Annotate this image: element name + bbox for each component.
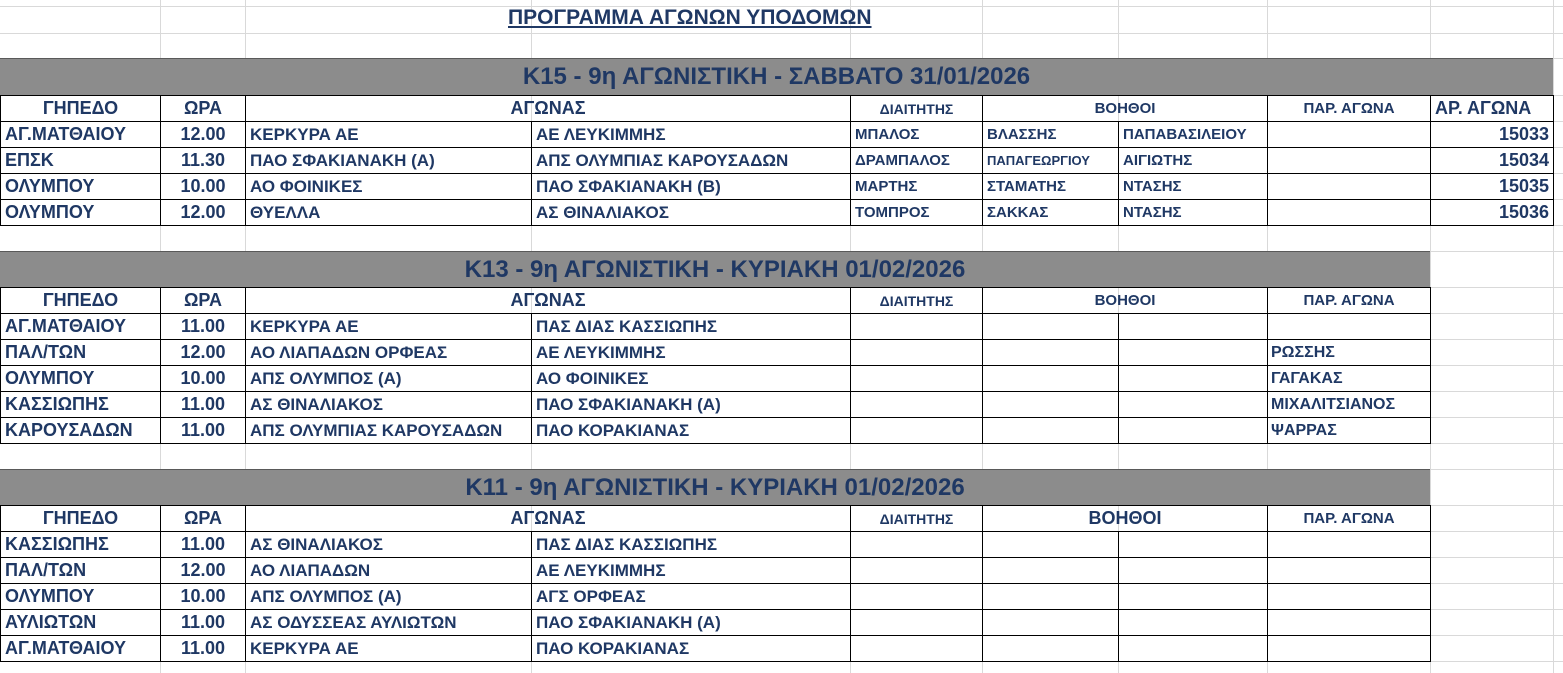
cell-assistant-2[interactable]: ΠΑΠΑΒΑΣΙΛΕΙΟΥ [1118, 121, 1268, 148]
cell-match-number[interactable]: 15036 [1430, 199, 1554, 226]
cell-observer[interactable]: ΜΙΧΑΛΙΤΣΙΑΝΟΣ [1267, 391, 1431, 418]
cell-time[interactable]: 11.00 [160, 531, 246, 558]
header-referee[interactable]: ΔΙΑΙΤΗΤΗΣ [850, 287, 983, 314]
cell-home-team[interactable]: ΑΣ ΘΙΝΑΛΙΑΚΟΣ [245, 531, 532, 558]
cell-assistant-1[interactable] [982, 365, 1119, 392]
cell-away-team[interactable]: ΑΕ ΛΕΥΚΙΜΜΗΣ [531, 121, 851, 148]
cell-home-team[interactable]: ΑΠΣ ΟΛΥΜΠΟΣ (Α) [245, 365, 532, 392]
header-observer[interactable]: ΠΑΡ. ΑΓΩΝΑ [1267, 287, 1431, 314]
header-assistants[interactable]: ΒΟΗΘΟΙ [982, 95, 1268, 122]
cell-assistant-2[interactable] [1118, 365, 1268, 392]
cell-away-team[interactable]: ΠΑΟ ΣΦΑΚΙΑΝΑΚΗ (Α) [531, 391, 851, 418]
cell-time[interactable]: 11.00 [160, 609, 246, 636]
cell-assistant-2[interactable] [1118, 583, 1268, 610]
cell-time[interactable]: 12.00 [160, 339, 246, 366]
cell-time[interactable]: 12.00 [160, 557, 246, 584]
cell-referee[interactable]: ΜΠΑΛΟΣ [850, 121, 983, 148]
header-match[interactable]: ΑΓΩΝΑΣ [245, 505, 851, 532]
cell-referee[interactable] [850, 609, 983, 636]
cell-away-team[interactable]: ΑΕ ΛΕΥΚΙΜΜΗΣ [531, 339, 851, 366]
cell-assistant-2[interactable] [1118, 609, 1268, 636]
cell-venue[interactable]: ΟΛΥΜΠΟΥ [0, 173, 161, 200]
cell-observer[interactable] [1267, 173, 1431, 200]
cell-venue[interactable]: ΑΥΛΙΩΤΩΝ [0, 609, 161, 636]
header-venue[interactable]: ΓΗΠΕΔΟ [0, 95, 161, 122]
cell-assistant-2[interactable] [1118, 339, 1268, 366]
section-heading: K13 - 9η ΑΓΩΝΙΣΤΙΚΗ - ΚΥΡΙΑΚΗ 01/02/2026 [0, 251, 1430, 287]
header-match[interactable]: ΑΓΩΝΑΣ [245, 95, 851, 122]
cell-referee[interactable]: ΔΡΑΜΠΑΛΟΣ [850, 147, 983, 174]
cell-away-team[interactable]: ΑΟ ΦΟΙΝΙΚΕΣ [531, 365, 851, 392]
cell-assistant-2[interactable]: ΝΤΑΣΗΣ [1118, 173, 1268, 200]
cell-time[interactable]: 10.00 [160, 583, 246, 610]
header-observer[interactable]: ΠΑΡ. ΑΓΩΝΑ [1267, 505, 1431, 532]
cell-time[interactable]: 10.00 [160, 173, 246, 200]
cell-venue[interactable]: ΑΓ.ΜΑΤΘΑΙΟΥ [0, 635, 161, 662]
cell-away-team[interactable]: ΑΣ ΘΙΝΑΛΙΑΚΟΣ [531, 199, 851, 226]
cell-assistant-2[interactable] [1118, 417, 1268, 444]
cell-venue[interactable]: ΟΛΥΜΠΟΥ [0, 199, 161, 226]
cell-observer[interactable] [1267, 557, 1431, 584]
cell-observer[interactable] [1267, 121, 1431, 148]
cell-home-team[interactable]: ΑΣ ΟΔΥΣΣΕΑΣ ΑΥΛΙΩΤΩΝ [245, 609, 532, 636]
cell-assistant-2[interactable]: ΑΙΓΙΩΤΗΣ [1118, 147, 1268, 174]
cell-referee[interactable]: ΤΟΜΠΡΟΣ [850, 199, 983, 226]
cell-assistant-2[interactable]: ΝΤΑΣΗΣ [1118, 199, 1268, 226]
cell-venue[interactable]: ΕΠΣΚ [0, 147, 161, 174]
cell-observer[interactable] [1267, 147, 1431, 174]
cell-away-team[interactable]: ΠΑΟ ΚΟΡΑΚΙΑΝΑΣ [531, 635, 851, 662]
cell-away-team[interactable]: ΠΑΣ ΔΙΑΣ ΚΑΣΣΙΩΠΗΣ [531, 313, 851, 340]
cell-assistant-1[interactable] [982, 635, 1119, 662]
cell-venue[interactable]: ΠΑΛ/ΤΩΝ [0, 557, 161, 584]
cell-observer[interactable] [1267, 635, 1431, 662]
cell-time[interactable]: 12.00 [160, 199, 246, 226]
header-time[interactable]: ΩΡΑ [160, 95, 246, 122]
cell-observer[interactable] [1267, 313, 1431, 340]
cell-assistant-2[interactable] [1118, 557, 1268, 584]
cell-home-team[interactable]: ΚΕΡΚΥΡΑ ΑΕ [245, 635, 532, 662]
cell-time[interactable]: 10.00 [160, 365, 246, 392]
cell-away-team[interactable]: ΠΑΟ ΣΦΑΚΙΑΝΑΚΗ (Α) [531, 609, 851, 636]
cell-assistant-1[interactable] [982, 313, 1119, 340]
cell-observer[interactable]: ΡΩΣΣΗΣ [1267, 339, 1431, 366]
cell-away-team[interactable]: ΑΕ ΛΕΥΚΙΜΜΗΣ [531, 557, 851, 584]
cell-referee[interactable] [850, 635, 983, 662]
cell-referee[interactable] [850, 531, 983, 558]
cell-assistant-1[interactable]: ΠΑΠΑΓΕΩΡΓΙΟΥ [982, 147, 1119, 174]
cell-assistant-1[interactable] [982, 609, 1119, 636]
cell-assistant-1[interactable] [982, 391, 1119, 418]
cell-time[interactable]: 12.00 [160, 121, 246, 148]
cell-time[interactable]: 11.00 [160, 635, 246, 662]
cell-home-team[interactable]: ΑΣ ΘΙΝΑΛΙΑΚΟΣ [245, 391, 532, 418]
header-match[interactable]: ΑΓΩΝΑΣ [245, 287, 851, 314]
cell-away-team[interactable]: ΠΑΟ ΚΟΡΑΚΙΑΝΑΣ [531, 417, 851, 444]
cell-home-team[interactable]: ΑΟ ΛΙΑΠΑΔΩΝ [245, 557, 532, 584]
cell-home-team[interactable]: ΠΑΟ ΣΦΑΚΙΑΝΑΚΗ (Α) [245, 147, 532, 174]
cell-time[interactable]: 11.00 [160, 313, 246, 340]
cell-referee[interactable] [850, 339, 983, 366]
header-observer[interactable]: ΠΑΡ. ΑΓΩΝΑ [1267, 95, 1431, 122]
cell-match-number[interactable]: 15034 [1430, 147, 1554, 174]
cell-match-number[interactable]: 15033 [1430, 121, 1554, 148]
cell-referee[interactable] [850, 313, 983, 340]
cell-home-team[interactable]: ΑΠΣ ΟΛΥΜΠΟΣ (Α) [245, 583, 532, 610]
header-venue[interactable]: ΓΗΠΕΔΟ [0, 287, 161, 314]
cell-assistant-1[interactable] [982, 531, 1119, 558]
cell-assistant-1[interactable] [982, 339, 1119, 366]
cell-home-team[interactable]: ΚΕΡΚΥΡΑ ΑΕ [245, 313, 532, 340]
cell-time[interactable]: 11.30 [160, 147, 246, 174]
section-heading: K11 - 9η ΑΓΩΝΙΣΤΙΚΗ - ΚΥΡΙΑΚΗ 01/02/2026 [0, 469, 1430, 505]
cell-venue[interactable]: ΚΑΣΣΙΩΠΗΣ [0, 391, 161, 418]
cell-home-team[interactable]: ΑΟ ΦΟΙΝΙΚΕΣ [245, 173, 532, 200]
cell-assistant-1[interactable]: ΣΑΚΚΑΣ [982, 199, 1119, 226]
cell-referee[interactable] [850, 583, 983, 610]
cell-venue[interactable]: ΚΑΡΟΥΣΑΔΩΝ [0, 417, 161, 444]
cell-assistant-1[interactable] [982, 583, 1119, 610]
cell-away-team[interactable]: ΑΓΣ ΟΡΦΕΑΣ [531, 583, 851, 610]
cell-referee[interactable]: ΜΑΡΤΗΣ [850, 173, 983, 200]
cell-time[interactable]: 11.00 [160, 391, 246, 418]
header-referee[interactable]: ΔΙΑΙΤΗΤΗΣ [850, 505, 983, 532]
header-referee[interactable]: ΔΙΑΙΤΗΤΗΣ [850, 95, 983, 122]
header-time[interactable]: ΩΡΑ [160, 505, 246, 532]
cell-assistant-2[interactable] [1118, 635, 1268, 662]
cell-assistant-2[interactable] [1118, 313, 1268, 340]
cell-referee[interactable] [850, 557, 983, 584]
gridline-horizontal [0, 33, 1563, 34]
cell-venue[interactable]: ΚΑΣΣΙΩΠΗΣ [0, 531, 161, 558]
cell-match-number[interactable]: 15035 [1430, 173, 1554, 200]
cell-observer[interactable] [1267, 583, 1431, 610]
section-heading: K15 - 9η ΑΓΩΝΙΣΤΙΚΗ - ΣΑΒΒΑΤΟ 31/01/2026 [0, 58, 1553, 95]
cell-assistant-2[interactable] [1118, 391, 1268, 418]
cell-assistant-1[interactable] [982, 417, 1119, 444]
cell-referee[interactable] [850, 417, 983, 444]
cell-home-team[interactable]: ΘΥΕΛΛΑ [245, 199, 532, 226]
header-time[interactable]: ΩΡΑ [160, 287, 246, 314]
cell-away-team[interactable]: ΑΠΣ ΟΛΥΜΠΙΑΣ ΚΑΡΟΥΣΑΔΩΝ [531, 147, 851, 174]
cell-observer[interactable]: ΨΑΡΡΑΣ [1267, 417, 1431, 444]
cell-referee[interactable] [850, 365, 983, 392]
cell-assistant-1[interactable] [982, 557, 1119, 584]
cell-assistant-2[interactable] [1118, 531, 1268, 558]
cell-venue[interactable]: ΟΛΥΜΠΟΥ [0, 365, 161, 392]
cell-venue[interactable]: ΑΓ.ΜΑΤΘΑΙΟΥ [0, 121, 161, 148]
cell-away-team[interactable]: ΠΑΣ ΔΙΑΣ ΚΑΣΣΙΩΠΗΣ [531, 531, 851, 558]
cell-observer[interactable]: ΓΑΓΑΚΑΣ [1267, 365, 1431, 392]
header-match-number[interactable]: ΑΡ. ΑΓΩΝΑ [1430, 95, 1554, 122]
cell-assistant-1[interactable]: ΣΤΑΜΑΤΗΣ [982, 173, 1119, 200]
cell-home-team[interactable]: ΚΕΡΚΥΡΑ ΑΕ [245, 121, 532, 148]
cell-away-team[interactable]: ΠΑΟ ΣΦΑΚΙΑΝΑΚΗ (Β) [531, 173, 851, 200]
cell-home-team[interactable]: ΑΠΣ ΟΛΥΜΠΙΑΣ ΚΑΡΟΥΣΑΔΩΝ [245, 417, 532, 444]
header-assistants[interactable]: ΒΟΗΘΟΙ [982, 505, 1268, 532]
cell-assistant-1[interactable]: ΒΛΑΣΣΗΣ [982, 121, 1119, 148]
cell-referee[interactable] [850, 391, 983, 418]
header-assistants[interactable]: ΒΟΗΘΟΙ [982, 287, 1268, 314]
cell-venue[interactable]: ΑΓ.ΜΑΤΘΑΙΟΥ [0, 313, 161, 340]
cell-venue[interactable]: ΠΑΛ/ΤΩΝ [0, 339, 161, 366]
cell-venue[interactable]: ΟΛΥΜΠΟΥ [0, 583, 161, 610]
header-venue[interactable]: ΓΗΠΕΔΟ [0, 505, 161, 532]
cell-observer[interactable] [1267, 199, 1431, 226]
cell-time[interactable]: 11.00 [160, 417, 246, 444]
cell-observer[interactable] [1267, 609, 1431, 636]
page-title: ΠΡΟΓΡΑΜΜΑ ΑΓΩΝΩΝ ΥΠΟΔΟΜΩΝ [508, 6, 872, 29]
cell-observer[interactable] [1267, 531, 1431, 558]
cell-home-team[interactable]: ΑΟ ΛΙΑΠΑΔΩΝ ΟΡΦΕΑΣ [245, 339, 532, 366]
